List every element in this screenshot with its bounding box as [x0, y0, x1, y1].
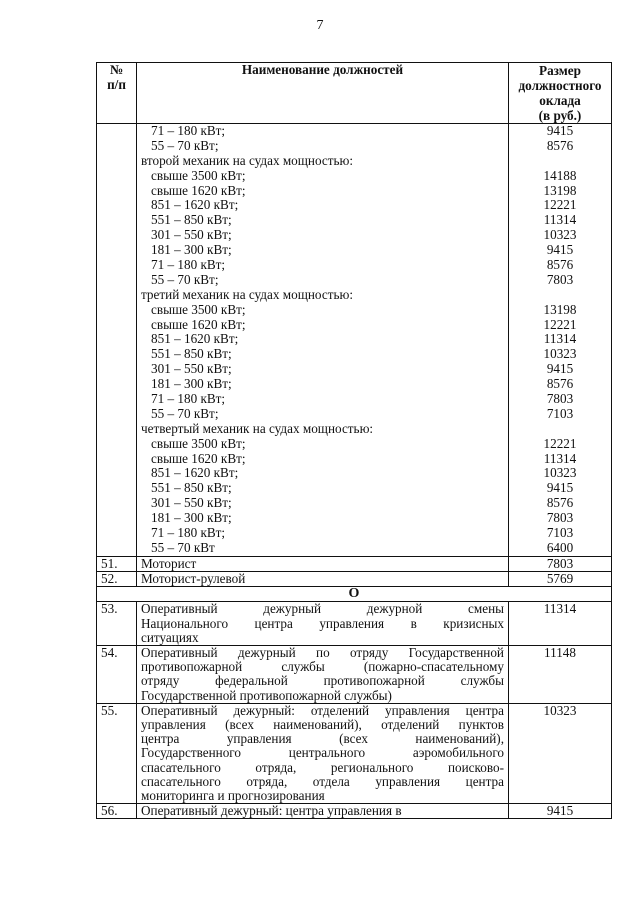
position-name-line: отряду федеральной противопожарной службы [141, 673, 504, 689]
table-row [97, 804, 612, 819]
salary-value: 10323 [509, 703, 612, 803]
header-salary-line: Размер [539, 63, 581, 78]
position-name [137, 703, 509, 803]
power-range-label: свыше 1620 кВт; [151, 316, 246, 332]
power-range-label: свыше 3500 кВт; [151, 435, 246, 451]
salary-value: 13198 [543, 182, 577, 198]
salary-value: 12221 [543, 435, 577, 451]
continuation-num-cell [97, 124, 137, 557]
salary-value: 11148 [509, 646, 612, 704]
salary-value: 7803 [509, 556, 612, 571]
group-title: четвертый механик на судах мощностью: [141, 420, 374, 436]
salary-value: 8576 [546, 376, 574, 392]
group-title: второй механик на судах мощностью: [141, 152, 354, 168]
row-number: 51. [97, 556, 137, 571]
group-title-spacer [513, 422, 607, 437]
salary-value: 8576 [546, 495, 574, 511]
salary-value: 7103 [546, 405, 574, 421]
table-row [97, 703, 612, 803]
table-row [97, 572, 612, 587]
position-name [137, 602, 509, 646]
position-name-line: противопожарной службы (пожарно-спасательному [141, 659, 504, 675]
position-name-line: Национального центра управления в кризисных [141, 615, 504, 631]
salary-value: 14188 [543, 167, 577, 183]
power-range-label: 181 – 300 кВт; [151, 510, 232, 526]
position-name-line: ситуациях [141, 629, 199, 645]
position-name-line: управления (всех наименований), отделений пунктов [141, 717, 504, 733]
position-name-line: Моторист [141, 555, 197, 571]
salary-value: 11314 [543, 212, 577, 228]
position-name-line: Моторист-рулевой [141, 571, 246, 587]
salary-value: 11314 [543, 450, 577, 466]
position-name-line: Государственной противопожарной службы) [141, 687, 392, 703]
group-title-spacer [513, 154, 607, 169]
position-name-line: спасательного отряда, отдела управления центра [141, 773, 504, 789]
power-range-label: 71 – 180 кВт; [151, 257, 226, 273]
salary-value: 7103 [546, 525, 574, 541]
power-range-label: 71 – 180 кВт; [151, 123, 226, 138]
position-name-line: Оперативный дежурный дежурной смены [141, 601, 504, 617]
salary-value: 12221 [543, 316, 577, 332]
position-name-line: спасательного отряда, регионального поисково- [141, 759, 504, 775]
header-salary [509, 63, 612, 124]
power-range-label: 301 – 550 кВт; [151, 227, 232, 243]
position-name [137, 572, 509, 587]
page-number: 7 [316, 18, 324, 33]
header-name: Наименование должностей [137, 63, 509, 124]
power-range-label: 55 – 70 кВт; [151, 137, 219, 153]
power-range-label: 55 – 70 кВт [151, 539, 215, 555]
salary-value: 9415 [509, 804, 612, 819]
section-letter: О [97, 587, 612, 602]
salary-value: 10323 [543, 346, 577, 362]
salary-value: 12221 [543, 197, 577, 213]
header-salary-line: оклада [539, 93, 581, 108]
continuation-names [137, 124, 509, 557]
salary-value: 5769 [509, 572, 612, 587]
group-title: третий механик на судах мощностью: [141, 286, 353, 302]
continuation-values [509, 124, 612, 557]
table-row [97, 602, 612, 646]
power-range-label: 551 – 850 кВт; [151, 480, 232, 496]
position-name [137, 646, 509, 704]
salary-value: 10323 [543, 227, 577, 243]
salary-value: 6400 [546, 539, 574, 555]
power-range-label: 851 – 1620 кВт; [151, 197, 239, 213]
row-number: 54. [97, 646, 137, 704]
power-range-label: свыше 3500 кВт; [151, 167, 246, 183]
table-row [97, 646, 612, 704]
header-salary-line: (в руб.) [538, 108, 582, 123]
salary-table [96, 62, 612, 819]
power-range-label: 55 – 70 кВт; [151, 405, 219, 421]
table-row [97, 556, 612, 571]
row-number: 53. [97, 602, 137, 646]
salary-value: 8576 [546, 257, 574, 273]
salary-value: 8576 [546, 137, 574, 153]
power-range-label: 71 – 180 кВт; [151, 525, 226, 541]
position-name-line: мониторинга и прогнозирования [141, 788, 325, 804]
salary-value: 9415 [546, 123, 574, 138]
section-row [97, 587, 612, 602]
position-name-line: центра управления (всех наименований), [141, 731, 504, 747]
power-range-label: свыше 1620 кВт; [151, 450, 246, 466]
salary-value: 9415 [546, 480, 574, 496]
power-range-label: 71 – 180 кВт; [151, 391, 226, 407]
power-range-label: 301 – 550 кВт; [151, 495, 232, 511]
power-range-label: 181 – 300 кВт; [151, 242, 232, 258]
salary-value: 7803 [546, 271, 574, 287]
power-range-label: 55 – 70 кВт; [151, 271, 219, 287]
row-number: 55. [97, 703, 137, 803]
power-range-label: 301 – 550 кВт; [151, 361, 232, 377]
header-salary-line: должностного [518, 78, 602, 93]
power-range-label: 851 – 1620 кВт; [151, 331, 239, 347]
salary-value: 7803 [546, 510, 574, 526]
position-name-line: Государственного центрального аэромобильного [141, 745, 504, 761]
salary-value: 9415 [546, 242, 574, 258]
header-num-line: п/п [107, 76, 126, 92]
header-num-line: № [109, 62, 124, 77]
salary-value: 9415 [546, 361, 574, 377]
position-name-line: Оперативный дежурный по отряду Государственной [141, 645, 504, 661]
position-name [137, 804, 509, 819]
salary-value: 11314 [509, 602, 612, 646]
power-range-label: 551 – 850 кВт; [151, 212, 232, 228]
salary-value: 7803 [546, 391, 574, 407]
header-num [97, 63, 137, 124]
position-name-line: Оперативный дежурный: центра управления в [141, 803, 402, 819]
power-range-label: 851 – 1620 кВт; [151, 465, 239, 481]
salary-value: 10323 [543, 465, 577, 481]
power-range-label: 181 – 300 кВт; [151, 376, 232, 392]
position-name-line: Оперативный дежурный: отделений управления центра [141, 702, 504, 718]
table-header-row [97, 63, 612, 124]
salary-value: 11314 [543, 331, 577, 347]
row-number: 52. [97, 572, 137, 587]
power-range-label: свыше 1620 кВт; [151, 182, 246, 198]
continuation-row [97, 124, 612, 557]
group-title-spacer [513, 288, 607, 303]
salary-value: 13198 [543, 301, 577, 317]
position-name [137, 556, 509, 571]
row-number: 56. [97, 804, 137, 819]
power-range-label: свыше 3500 кВт; [151, 301, 246, 317]
power-range-label: 551 – 850 кВт; [151, 346, 232, 362]
